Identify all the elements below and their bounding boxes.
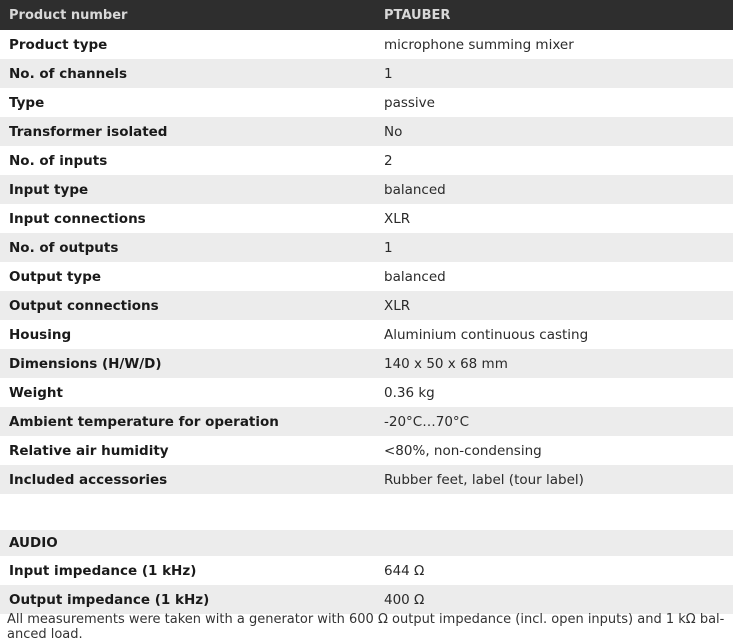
table-row (0, 233, 733, 262)
row-value: balanced (384, 181, 446, 198)
table-row (0, 204, 733, 233)
row-label: Housing (9, 326, 72, 343)
section-title: AUDIO (9, 535, 58, 551)
row-label: Relative air humidity (9, 442, 169, 459)
row-label: Weight (9, 384, 63, 401)
table-row (0, 585, 733, 614)
row-value: microphone summing mixer (384, 36, 574, 53)
row-label: Transformer isolated (9, 123, 168, 140)
row-label: Product type (9, 36, 108, 53)
section-spacer (0, 494, 733, 530)
row-value: XLR (384, 210, 411, 227)
table-row (0, 556, 733, 585)
table-row (0, 59, 733, 88)
table-row (0, 146, 733, 175)
table-row (0, 291, 733, 320)
footnote: All measurements were taken with a generator with 600 Ω output impedance (incl. open inputs) and 1 kΩ bal- anced load. (7, 612, 725, 642)
row-value: 644 Ω (384, 562, 425, 579)
row-value: Aluminium continuous casting (384, 326, 589, 343)
table-row (0, 88, 733, 117)
row-value: 2 (384, 152, 393, 169)
table-row (0, 378, 733, 407)
row-value: XLR (384, 297, 411, 314)
table-row (0, 175, 733, 204)
row-value: 400 Ω (384, 591, 425, 608)
row-value: balanced (384, 268, 446, 285)
row-label: Dimensions (H/W/D) (9, 355, 162, 372)
header-label: Product number (9, 7, 128, 23)
row-value: passive (384, 94, 435, 111)
row-label: Type (9, 94, 45, 111)
table-row (0, 349, 733, 378)
row-label: No. of outputs (9, 239, 119, 256)
table-row (0, 320, 733, 349)
row-value: Rubber feet, label (tour label) (384, 471, 584, 488)
row-value: 1 (384, 65, 393, 82)
row-value: 140 x 50 x 68 mm (384, 355, 508, 372)
table-row (0, 407, 733, 436)
row-label: Output type (9, 268, 102, 285)
row-label: Output connections (9, 297, 159, 314)
table-row (0, 30, 733, 59)
row-label: Input impedance (1 kHz) (9, 562, 197, 579)
table-header-row (0, 0, 733, 30)
header-value: PTAUBER (384, 7, 451, 23)
row-label: No. of channels (9, 65, 128, 82)
table-row (0, 465, 733, 494)
row-label: No. of inputs (9, 152, 108, 169)
row-label: Ambient temperature for operation (9, 413, 279, 430)
row-value: <80%, non-condensing (384, 442, 542, 459)
table-row (0, 262, 733, 291)
row-value: -20°C…70°C (384, 413, 470, 430)
audio-section-header (0, 530, 733, 556)
row-value: 1 (384, 239, 393, 256)
row-value: No (384, 123, 403, 140)
table-row (0, 436, 733, 465)
table-row (0, 117, 733, 146)
row-label: Output impedance (1 kHz) (9, 591, 210, 608)
row-label: Input connections (9, 210, 146, 227)
row-value: 0.36 kg (384, 384, 435, 401)
row-label: Input type (9, 181, 89, 198)
row-label: Included accessories (9, 471, 168, 488)
